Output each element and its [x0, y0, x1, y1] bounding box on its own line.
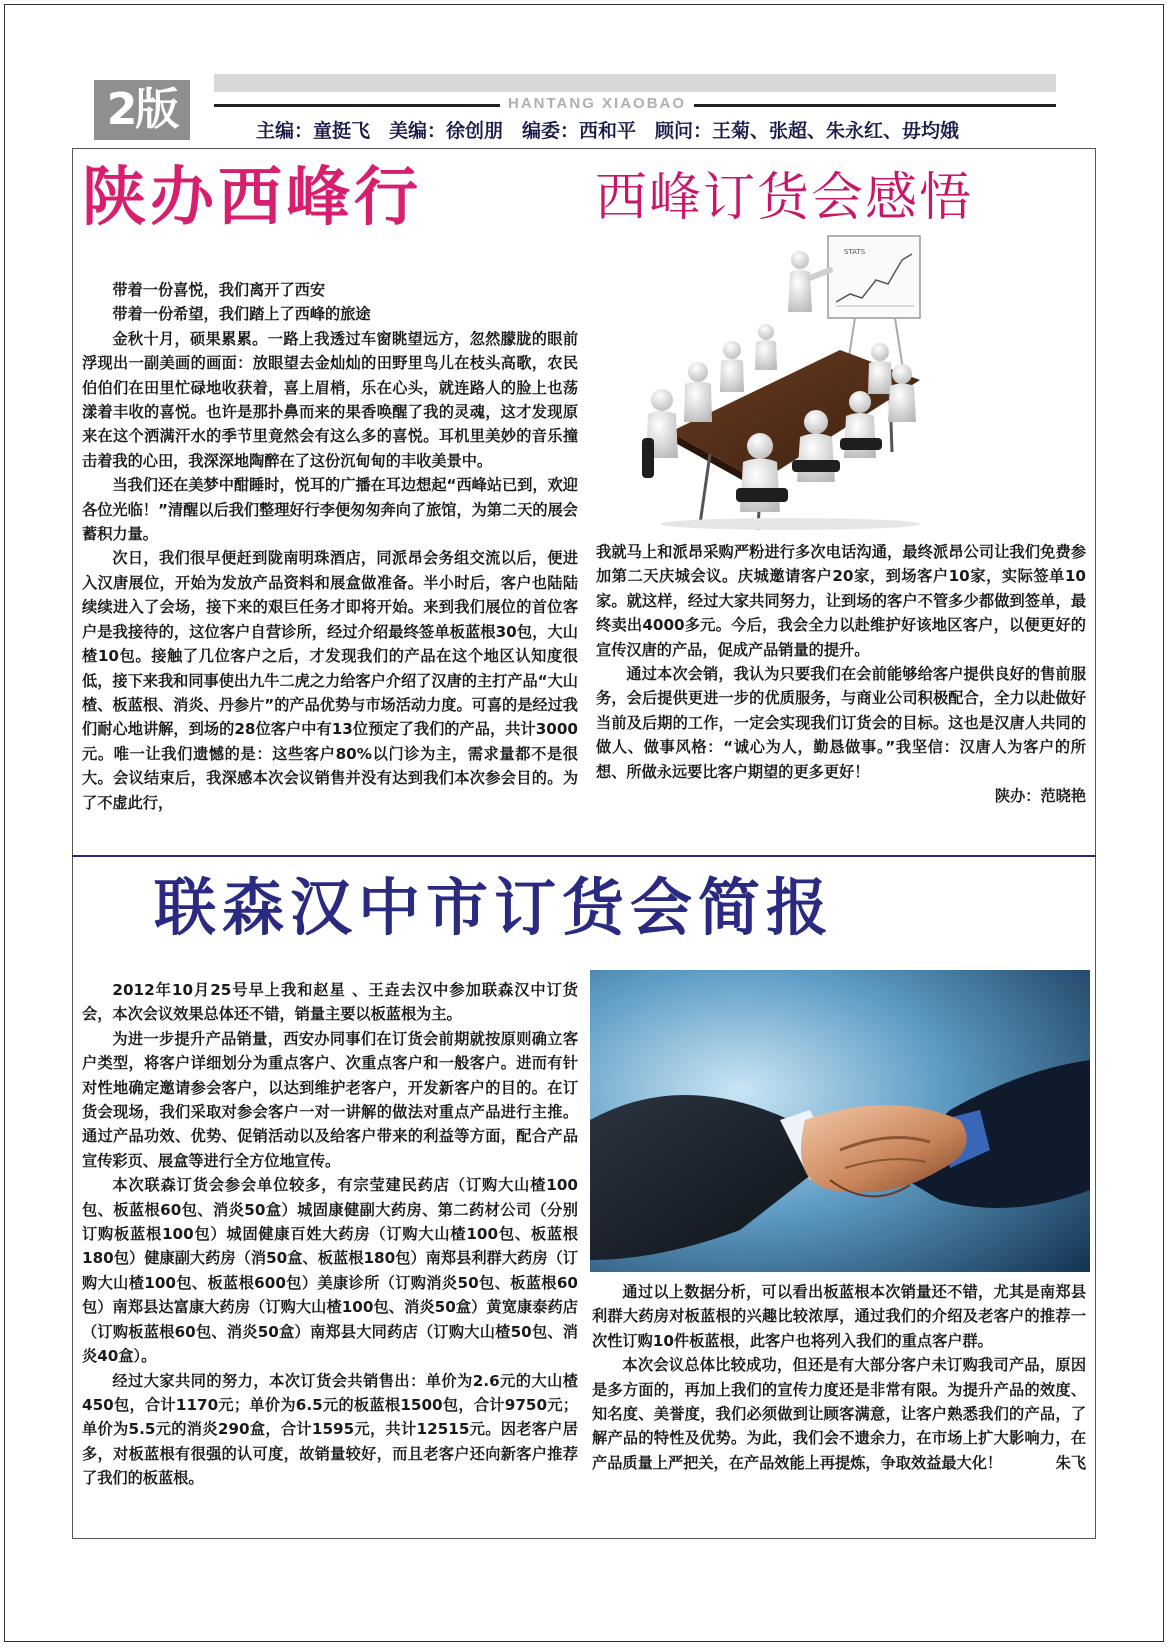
article2-column-left — [82, 978, 578, 1530]
handshake-photo — [590, 970, 1090, 1272]
masthead-staff: 主编：童挺飞 美编：徐创朋 编委：西和平 顾问：王菊、张超、朱永红、毋均娥 — [256, 120, 960, 142]
paragraph: 带着一份喜悦，我们离开了西安 — [112, 281, 326, 299]
paragraph: 2012年10月25号早上我和赵星 、王垚去汉中参加联森汉中订货会，本次会议效果总体还不错，销量主要以板蓝根为主。 — [82, 981, 578, 1024]
article1-column-right — [596, 540, 1086, 808]
paragraph: 本次会议总体比较成功，但还是有大部分客户未订购我司产品，原因是多方面的，再加上我们的宣传力度还是非常有限。为提升产品的效度、知名度、美誉度，我们必须做到让顾客满意，让客户熟悉我们的产品，了解产品的特性及优势。为此，我们会不遗余力，在市场上扩大影响力，在产品质量上严把关，在产品效能上再提炼，争取效益最大化！ — [592, 1356, 1086, 1472]
paragraph: 为进一步提升产品销量，西安办同事们在订货会前期就按原则确立客户类型，将客户详细划分为重点客户、次重点客户和一般客户。进而有针对性地确定邀请参会客户，以达到维护老客户，开发新客户的目的。在订货会现场，我们采取对参会客户一对一讲解的做法对重点产品进行主推。通过产品功效、优势、促销活动以及给客户带来的利益等方面，配合产品宣传彩页、展盒等进行全方位地宣传。 — [82, 1029, 578, 1170]
board-label: STATS — [844, 248, 866, 256]
paragraph: 本次联森订货会参会单位较多，有宗莹建民药店（订购大山楂100包、板蓝根60包、消炎50盒）城固康健副大药房、第二药材公司（分别订购板蓝根100包）城固健康百姓大药房（订购大山楂100包、板蓝根180包）健康副大药房（消50盒、板蓝根180包）南郑县利群大药房（订购大山楂100包、板蓝根600包）美康诊所（订购消炎50包、板蓝根60包）南郑县达富康大药房（订购大山楂100包、消炎50盒）黄宽康泰药店（订购板蓝根60包、消炎50盒）南郑县大同药店（订购大山楂50包、消炎40盒）。 — [82, 1176, 578, 1366]
paragraph: 通过本次会销，我认为只要我们在会前能够给客户提供良好的售前服务，会后提供更进一步的优质服务，与商业公司积极配合，全力以赴做好当前及后期的工作，一定会实现我们订货会的目标。这也是汉唐人共同的做人、做事风格：“诚心为人，勤恳做事。”我坚信：汉唐人为客户的所想、所做永远要比客户期望的更多更好！ — [596, 665, 1086, 781]
meeting-illustration — [640, 232, 940, 532]
article1-subtitle: 西峰订货会感悟 — [595, 168, 974, 228]
paragraph: 当我们还在美梦中酣睡时，悦耳的广播在耳边想起“西峰站已到，欢迎各位光临！”清醒以后我们整理好行李便匆匆奔向了旅馆，为第二天的展会蓄积力量。 — [82, 476, 578, 544]
paragraph: 次日，我们很早便赶到陇南明珠酒店，同派昂会务组交流以后，便进入汉唐展位，开始为发放产品资料和展盒做准备。半小时后，客户也陆陆续续进入了会场，接下来的艰巨任务才即将开始。来到我们展位的首位客户是我接待的，这位客户自营诊所，经过介绍最终签单板蓝根30包，大山楂10包。接触了几位客户之后，才发现我们的产品在这个地区认知度很低，接下来我和同事使出九牛二虎之力给客户介绍了汉唐的主打产品“大山楂、板蓝根、消炎、丹参片”的产品优势与市场活动力度。可喜的是经过我们耐心地讲解，到场的28位客户中有13位预定了我们的产品，共计3000元。唯一让我们遗憾的是：这些客户80%以门诊为主，需求量都不是很大。会议结束后，我深感本次会议销售并没有达到我们本次参会目的。为了不虚此行， — [82, 549, 578, 812]
paragraph: 金秋十月，硕果累累。一路上我透过车窗眺望远方，忽然朦胧的眼前浮现出一副美画的画面：放眼望去金灿灿的田野里鸟儿在枝头高歌，农民伯伯们在田里忙碌地收获着，喜上眉梢，乐在心头，就连路人的脸上也荡漾着丰收的喜悦。也许是那扑鼻而来的果香唤醒了我的灵魂，这才发现原来在这个洒满汗水的季节里竟然会有这么多的喜悦。耳机里美妙的音乐撞击着我的心田，我深深地陶醉在了这份沉甸甸的丰收美景中。 — [82, 329, 578, 470]
masthead-name-en: HANTANG XIAOBAO — [500, 95, 694, 113]
article2-signature: 朱飞 — [1055, 1454, 1086, 1473]
article2-title: 联森汉中市订货会简报 — [154, 871, 835, 944]
paragraph: 带着一份希望，我们踏上了西峰的旅途 — [112, 305, 371, 324]
paragraph: 经过大家共同的努力，本次订货会共销售出：单价为2.6元的大山楂450包，合计1170元；单价为6.5元的板蓝根1500包，合计9750元；单价为5.5元的消炎290盒，合计1595元，共计12515元。因老客户居多，对板蓝根有很强的认可度，故销量较好，而且老客户还向新客户推荐了我们的板蓝根。 — [82, 1371, 578, 1488]
article1-title: 陕办西峰行 — [82, 161, 422, 235]
paragraph: 通过以上数据分析，可以看出板蓝根本次销量还不错，尤其是南郑县利群大药房对板蓝根的兴趣比较浓厚，通过我们的介绍及老客户的推荐一次性订购10件板蓝根，此客户也将列入我们的重点客户群。 — [592, 1283, 1086, 1350]
paragraph: 我就马上和派昂采购严粉进行多次电话沟通，最终派昂公司让我们免费参加第二天庆城会议。庆城邀请客户20家，到场客户10家，实际签单10家。就这样，经过大家共同努力，让到场的客户不管多少都做到签单，最终卖出4000多元。今后，我会全力以赴维护好该地区客户，以便更好的宣传汉唐的产品，促成产品销量的提升。 — [596, 543, 1086, 659]
article1-signature: 陕办：范晓艳 — [994, 787, 1086, 806]
masthead-bar — [214, 74, 1056, 92]
article2-column-right — [592, 1280, 1086, 1476]
page-number-tag: 2版 — [94, 80, 190, 140]
article1-column-left — [82, 278, 578, 838]
